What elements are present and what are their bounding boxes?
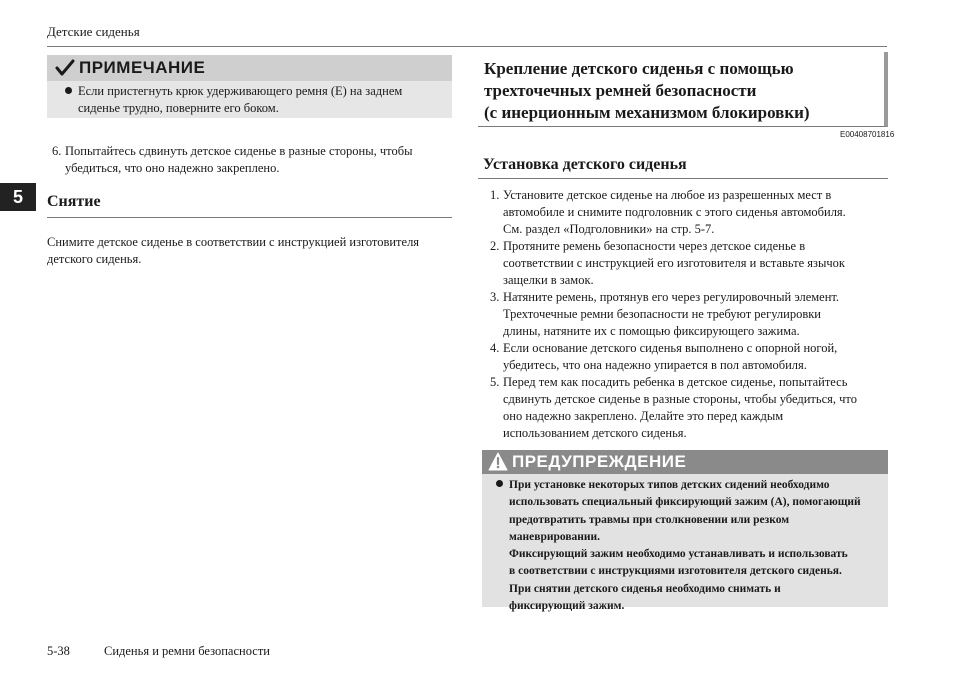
step-line: Попытайтесь сдвинуть детское сиденье в разные стороны, чтобы	[65, 144, 413, 158]
warning-line: использовать специальный фиксирующий зажим (A), помогающий	[509, 496, 861, 509]
section-title-box	[478, 52, 888, 127]
chapter-tab: 5	[0, 183, 36, 211]
document-code: E00408701816	[840, 130, 895, 139]
step-line: Установите детское сиденье на любое из разрешенных мест в	[503, 188, 832, 202]
warning-line: предотвратить травмы при столкновении или резком	[509, 513, 790, 526]
step-line: защелки в замок.	[503, 273, 594, 287]
step-line: длины, натяните их с помощью фиксирующего зажима.	[503, 324, 800, 338]
step-item	[490, 374, 888, 442]
removal-line: детского сиденья.	[47, 252, 142, 266]
note-line: сиденье трудно, поверните его боком.	[78, 101, 279, 115]
install-steps	[490, 187, 888, 442]
section-title-line: Крепление детского сиденья с помощью	[484, 59, 794, 78]
note-body	[65, 83, 445, 117]
warning-line: При установке некоторых типов детских сидений необходимо	[509, 479, 830, 491]
step-line: оно надежно закреплено. Делайте это перед каждым	[503, 409, 784, 423]
step-line: Если основание детского сиденья выполнено с опорной ногой,	[503, 341, 838, 355]
warning-line: Фиксирующий зажим необходимо устанавливать и использовать	[509, 548, 848, 561]
step-number: 2.	[490, 239, 500, 253]
removal-heading: Снятие	[47, 193, 101, 210]
removal-line: Снимите детское сиденье в соответствии с инструкцией изготовителя	[47, 235, 420, 249]
warning-box	[482, 450, 888, 613]
warning-body	[496, 477, 884, 615]
step-line: соответствии с инструкцией его изготовителя и вставьте язычок	[503, 256, 845, 270]
step-line: убедитесь, что она надежно упирается в пол автомобиля.	[503, 358, 807, 372]
step-line: убедиться, что оно надежно закреплено.	[65, 161, 280, 175]
pencil-check-icon	[55, 59, 75, 77]
step-line: Натяните ремень, протянув его через регулировочный элемент.	[503, 290, 840, 304]
step-6	[52, 143, 452, 177]
header-divider	[47, 46, 887, 47]
removal-text	[47, 234, 457, 268]
step-number: 4.	[490, 341, 500, 355]
step-number: 5.	[490, 375, 500, 389]
install-heading: Установка детского сиденья	[483, 156, 687, 173]
step-item	[490, 289, 888, 340]
warning-line: При снятии детского сиденья необходимо снимать и	[509, 582, 781, 595]
step-line: сдвинуть детское сиденье в разные стороны, чтобы убедиться, что	[503, 392, 857, 406]
step-line: Трехточечные ремни безопасности не требуют регулировки	[503, 307, 821, 321]
warning-line: в соответствии с инструкциями изготовителя детского сиденья.	[509, 565, 842, 578]
warning-line: маневрировании.	[509, 530, 601, 543]
step-number: 1.	[490, 188, 500, 202]
note-title: ПРИМЕЧАНИЕ	[79, 58, 206, 77]
step-line: Перед тем как посадить ребенка в детское сиденье, попытайтесь	[503, 375, 848, 389]
step-line: использованием детского сиденья.	[503, 426, 687, 440]
step-number: 6.	[52, 144, 62, 158]
running-header: Детские сиденья	[47, 24, 140, 39]
removal-divider	[47, 217, 452, 218]
step-line: автомобиле и снимите подголовник с этого сиденья автомобиля.	[503, 205, 846, 219]
install-divider	[478, 178, 888, 179]
warning-title: ПРЕДУПРЕЖДЕНИЕ	[512, 452, 687, 471]
note-header	[47, 55, 452, 81]
note-box	[47, 55, 452, 118]
step-number: 3.	[490, 290, 500, 304]
note-line: Если пристегнуть крюк удерживающего ремня (E) на заднем	[78, 84, 403, 98]
page-number: 5-38	[47, 644, 70, 658]
warning-header	[482, 450, 888, 474]
step-item	[490, 340, 888, 374]
warning-line: фиксирующий зажим.	[509, 600, 625, 613]
section-title-line: трехточечных ремней безопасности	[484, 81, 757, 100]
warning-triangle-icon	[488, 452, 508, 471]
step-item	[490, 238, 888, 289]
step-line: См. раздел «Подголовники» на стр. 5-7.	[503, 222, 715, 236]
section-title	[484, 58, 810, 124]
step-item	[490, 187, 888, 238]
footer-chapter-title: Сиденья и ремни безопасности	[104, 644, 270, 658]
bullet-icon	[496, 480, 503, 487]
section-title-line: (с инерционным механизмом блокировки)	[484, 103, 810, 122]
bullet-icon	[65, 87, 72, 94]
step-line: Протяните ремень безопасности через детское сиденье в	[503, 239, 806, 253]
